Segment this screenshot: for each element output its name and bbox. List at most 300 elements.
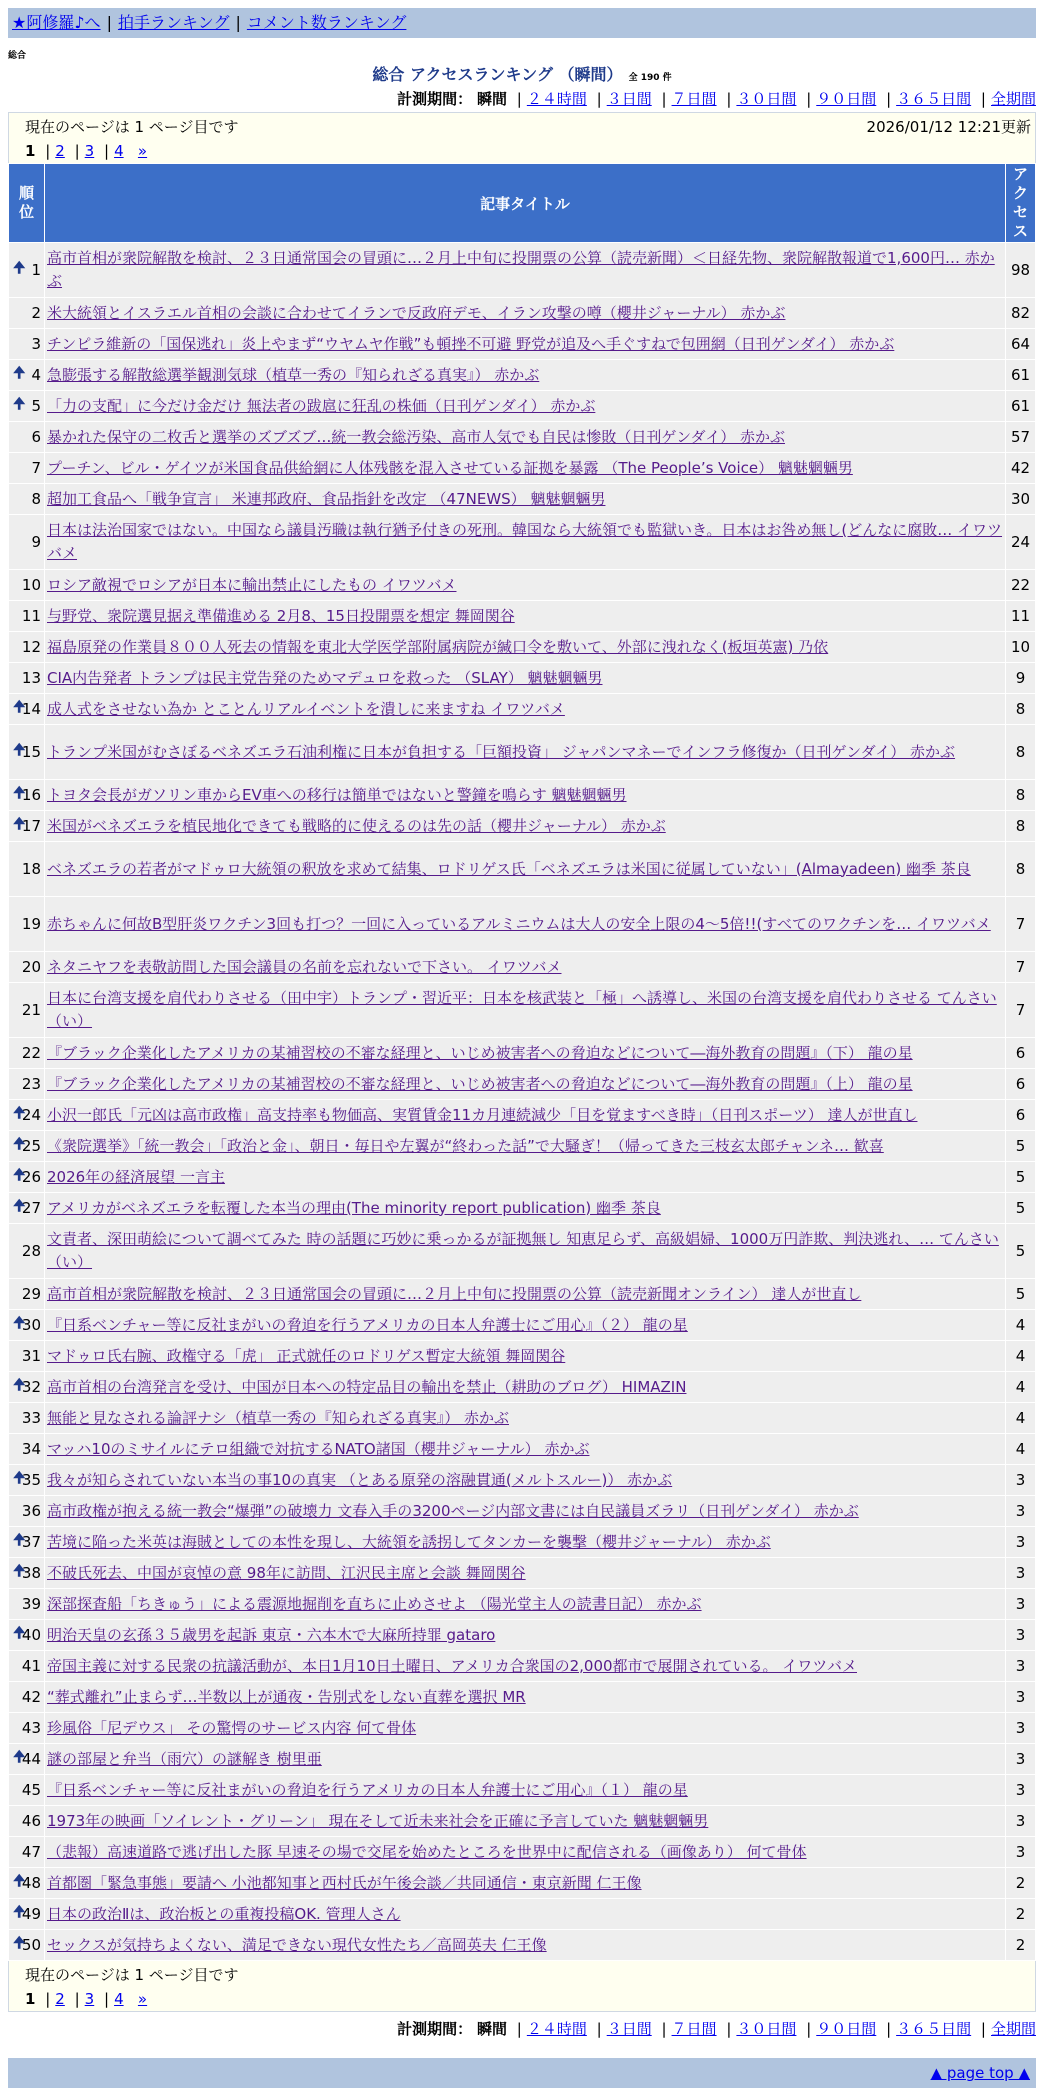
title-cell (45, 360, 1006, 391)
rank-number: 32 (21, 1378, 41, 1396)
access-count: 8 (1006, 842, 1036, 897)
access-count: 5 (1006, 1131, 1036, 1162)
table-row (9, 1038, 1036, 1069)
article-title-link[interactable]: 「力の支配」に今だけ金だけ 無法者の跋扈に狂乱の株価（日刊ゲンダイ） 赤かぶ (47, 396, 596, 415)
access-count: 3 (1006, 1651, 1036, 1682)
article-title-link[interactable]: プーチン、ビル・ゲイツが米国食品供給網に人体残骸を混入させている証拠を暴露 （The People’s Voice） 魑魅魍魎男 (47, 458, 853, 477)
rank-up-arrow-icon: 🠉 (13, 1134, 26, 1153)
rank-number: 48 (21, 1874, 41, 1892)
rank-number: 29 (21, 1285, 41, 1303)
title-header: 記事タイトル (45, 164, 1006, 243)
table-row (9, 1527, 1036, 1558)
title-cell (45, 1868, 1006, 1899)
title-cell (45, 243, 1006, 298)
title-cell (45, 1713, 1006, 1744)
rank-up-arrow-icon: 🠉 (13, 394, 26, 413)
rank-cell (9, 1868, 45, 1899)
table-row (9, 1279, 1036, 1310)
table-row (9, 983, 1036, 1038)
article-title-link[interactable]: 『ブラック企業化したアメリカの某補習校の不審な経理と、いじめ被害者への脅迫などについて―海外教育の問題』（上） 龍の星 (47, 1074, 913, 1093)
rank-up-arrow-icon: 🠉 (13, 740, 26, 759)
title-cell (45, 515, 1006, 570)
rank-cell (9, 842, 45, 897)
access-count: 3 (1006, 1837, 1036, 1868)
article-title-link[interactable]: 高市首相が衆院解散を検討、２３日通常国会の冒頭に…２月上中旬に投開票の公算（読売新聞）＜日経先物、衆院解散報道で1,600円… 赤かぶ (47, 249, 995, 290)
period-all-link[interactable]: 全期間 (990, 90, 1036, 108)
article-title-link[interactable]: 『日系ベンチャー等に反社まがいの脅迫を行うアメリカの日本人弁護士にご用心』（２） 龍の星 (47, 1315, 688, 1334)
period-365d-link[interactable]: ３６５日間 (896, 90, 972, 108)
access-count: 61 (1006, 360, 1036, 391)
rank-cell (9, 1069, 45, 1100)
comment-ranking-link[interactable]: コメント数ランキング (246, 13, 407, 32)
section-tag: 総合 (8, 51, 27, 61)
title-cell (45, 1162, 1006, 1193)
access-count: 8 (1006, 780, 1036, 811)
rank-number: 38 (21, 1564, 41, 1582)
article-title-link[interactable]: 小沢一郎氏「元凶は高市政権」高支持率も物価高、実質賃金11カ月連続減少「目を覚ますべき時」（日刊スポーツ） 達人が世直し (47, 1105, 918, 1124)
rank-up-arrow-icon: 🠉 (13, 1871, 26, 1890)
rank-cell (9, 1131, 45, 1162)
table-row (9, 1837, 1036, 1868)
rank-cell (9, 1682, 45, 1713)
article-title-link[interactable]: セックスが気持ちよくない、満足できない現代女性たち／高岡英夫 仁王像 (47, 1935, 547, 1954)
rank-up-arrow-icon: 🠉 (13, 1103, 26, 1122)
rank-cell (9, 1651, 45, 1682)
period-current: 瞬間 (476, 90, 507, 108)
rank-up-arrow-icon: 🠉 (13, 1561, 26, 1580)
article-title-link[interactable]: 首都圏「緊急事態」要請へ 小池都知事と西村氏が午後会談／共同通信・東京新聞 仁王像 (47, 1873, 642, 1892)
access-count: 3 (1006, 1682, 1036, 1713)
article-title-link[interactable]: トランプ米国がむさぼるベネズエラ石油利権に日本が負担する「巨額投資」 ジャパンマネーでインフラ修復か（日刊ゲンダイ） 赤かぶ (47, 742, 956, 761)
period-all-link-bottom[interactable]: 全期間 (990, 2020, 1036, 2038)
article-title-link[interactable]: 高市首相の台湾発言を受け、中国が日本への特定品目の輸出を禁止（耕助のブログ） HIMAZIN (47, 1377, 687, 1396)
ranking-table (8, 163, 1036, 1961)
rank-number: 22 (21, 1044, 41, 1062)
table-row (9, 1465, 1036, 1496)
rank-up-arrow-icon: 🠉 (13, 1530, 26, 1549)
access-count: 42 (1006, 453, 1036, 484)
period-current-bottom: 瞬間 (476, 2020, 507, 2038)
title-cell (45, 1496, 1006, 1527)
rank-cell (9, 1775, 45, 1806)
access-count: 2 (1006, 1899, 1036, 1930)
table-row (9, 725, 1036, 780)
rank-cell (9, 515, 45, 570)
access-count: 4 (1006, 1341, 1036, 1372)
title-cell (45, 663, 1006, 694)
article-title-link[interactable]: ベネズエラの若者がマドゥロ大統領の釈放を求めて結集、ロドリゲス氏「ベネズエラは米国に従属していない」(Almayadeen) 幽季 茶良 (47, 859, 971, 878)
access-count: 3 (1006, 1806, 1036, 1837)
table-row (9, 694, 1036, 725)
title-cell (45, 298, 1006, 329)
access-count: 10 (1006, 632, 1036, 663)
access-count: 6 (1006, 1038, 1036, 1069)
rank-cell (9, 391, 45, 422)
article-title-link[interactable]: 明治天皇の玄孫３５歳男を起訴 東京・六本木で大麻所持罪 gataro (47, 1625, 496, 1644)
table-row (9, 1868, 1036, 1899)
table-row (9, 1224, 1036, 1279)
access-count: 3 (1006, 1713, 1036, 1744)
rank-number: 40 (21, 1626, 41, 1644)
rank-number: 45 (21, 1781, 41, 1799)
rank-cell (9, 663, 45, 694)
rank-cell (9, 1279, 45, 1310)
article-title-link[interactable]: 成人式をさせない為か とことんリアルイベントを潰しに来ますね イワツバメ (47, 699, 565, 718)
title-cell (45, 484, 1006, 515)
rank-number: 49 (21, 1905, 41, 1923)
rank-cell (9, 1496, 45, 1527)
rank-number: 9 (31, 533, 41, 551)
rank-number: 35 (21, 1471, 41, 1489)
article-title-link[interactable]: 2026年の経済展望 一言主 (47, 1167, 225, 1186)
table-row (9, 1131, 1036, 1162)
period-90d-link[interactable]: ９０日間 (816, 90, 877, 108)
title-cell (45, 1744, 1006, 1775)
table-row (9, 1930, 1036, 1961)
rank-cell (9, 694, 45, 725)
article-title-link[interactable]: 『ブラック企業化したアメリカの某補習校の不審な経理と、いじめ被害者への脅迫などについて―海外教育の問題』（下） 龍の星 (47, 1043, 913, 1062)
table-row (9, 1682, 1036, 1713)
article-title-link[interactable]: 無能と見なされる論評ナシ（植草一秀の『知られざる真実』） 赤かぶ (47, 1408, 509, 1427)
access-count: 3 (1006, 1527, 1036, 1558)
rank-number: 5 (31, 397, 41, 415)
rank-number: 17 (21, 817, 41, 835)
access-count: 3 (1006, 1775, 1036, 1806)
rank-up-arrow-icon: 🠉 (13, 363, 26, 382)
access-count: 64 (1006, 329, 1036, 360)
access-count: 8 (1006, 694, 1036, 725)
title-cell (45, 1100, 1006, 1131)
rank-number: 13 (21, 669, 41, 687)
rank-number: 25 (21, 1137, 41, 1155)
period-90d-link-bottom[interactable]: ９０日間 (816, 2020, 877, 2038)
rank-number: 20 (21, 958, 41, 976)
title-cell (45, 1620, 1006, 1651)
rank-up-arrow-icon: 🠉 (13, 1165, 26, 1184)
table-row (9, 1372, 1036, 1403)
access-count: 5 (1006, 1224, 1036, 1279)
page-current: 1 (25, 142, 36, 160)
page-next-link[interactable]: » (137, 142, 148, 160)
rank-up-arrow-icon: 🠉 (13, 814, 26, 833)
access-count: 3 (1006, 1496, 1036, 1527)
rank-cell (9, 601, 45, 632)
rank-cell (9, 329, 45, 360)
article-title-link[interactable]: 不破氏死去、中国が哀悼の意 98年に訪問、江沢民主席と会談 舞岡関谷 (47, 1563, 526, 1582)
period-30d-link-bottom[interactable]: ３０日間 (736, 2020, 797, 2038)
rank-number: 43 (21, 1719, 41, 1737)
article-title-link[interactable]: 与野党、衆院選見据え準備進める 2月8、15日投開票を想定 舞岡関谷 (47, 606, 515, 625)
title-cell (45, 952, 1006, 983)
table-row (9, 1434, 1036, 1465)
title-cell (45, 811, 1006, 842)
table-row (9, 1806, 1036, 1837)
title-cell (45, 1279, 1006, 1310)
period-3d-link-bottom[interactable]: ３日間 (606, 2020, 652, 2038)
page-top-link[interactable]: ▲ page top ▲ (930, 2064, 1030, 2082)
clap-ranking-link[interactable]: 拍手ランキング (117, 13, 230, 32)
rank-cell (9, 1372, 45, 1403)
access-count: 98 (1006, 243, 1036, 298)
access-count: 8 (1006, 811, 1036, 842)
article-title-link[interactable]: 急膨張する解散総選挙観測気球（植草一秀の『知られざる真実』） 赤かぶ (47, 365, 540, 384)
title-cell (45, 1193, 1006, 1224)
period-label: 計測期間： (397, 90, 473, 108)
rank-number: 37 (21, 1533, 41, 1551)
total-count: 全 190 件 (628, 73, 672, 83)
rank-number: 19 (21, 915, 41, 933)
article-title-link[interactable]: 『日系ベンチャー等に反社まがいの脅迫を行うアメリカの日本人弁護士にご用心』（１） 龍の星 (47, 1780, 688, 1799)
rank-cell (9, 897, 45, 952)
title-cell (45, 897, 1006, 952)
rank-up-arrow-icon: 🠉 (13, 1313, 26, 1332)
article-title-link[interactable]: トヨタ会長がガソリン車からEV車への移行は簡単ではないと警鐘を鳴らす 魑魅魍魎男 (47, 785, 627, 804)
pagination: 1 | 2 | 3 | 4 » (25, 142, 148, 160)
article-title-link[interactable]: 珍風俗「尼デウス」 その驚愕のサービス内容 何て骨体 (47, 1718, 417, 1737)
rank-number: 39 (21, 1595, 41, 1613)
access-count: 6 (1006, 1069, 1036, 1100)
rank-number: 41 (21, 1657, 41, 1675)
rank-cell (9, 570, 45, 601)
footer-bar (8, 2058, 1036, 2088)
rank-cell (9, 725, 45, 780)
article-title-link[interactable]: 福島原発の作業員８００人死去の情報を東北大学医学部附属病院が緘口令を敷いて、外部に洩れなく(板垣英憲) 乃依 (47, 637, 829, 656)
table-row (9, 1899, 1036, 1930)
article-title-link[interactable]: マッハ10のミサイルにテロ組織で対抗するNATO諸国（櫻井ジャーナル） 赤かぶ (47, 1439, 590, 1458)
period-3d-link[interactable]: ３日間 (606, 90, 652, 108)
rank-number: 26 (21, 1168, 41, 1186)
period-24h-link-bottom[interactable]: ２４時間 (526, 2020, 587, 2038)
rank-cell (9, 1527, 45, 1558)
rank-cell (9, 1899, 45, 1930)
access-count: 4 (1006, 1403, 1036, 1434)
period-7d-link[interactable]: ７日間 (671, 90, 717, 108)
rank-number: 8 (31, 490, 41, 508)
title-cell (45, 1403, 1006, 1434)
rank-header: 順位 (9, 164, 45, 243)
current-page-text: 現在のページは 1 ページ目です (25, 118, 239, 136)
table-row (9, 1100, 1036, 1131)
pagination-bottom: 1 | 2 | 3 | 4 » (25, 1990, 148, 2008)
article-title-link[interactable]: ロシア敵視でロシアが日本に輸出禁止にしたもの イワツバメ (47, 575, 457, 594)
rank-number: 15 (21, 743, 41, 761)
period-label-bottom: 計測期間： (397, 2020, 473, 2038)
page-link-4-bottom[interactable]: 4 (114, 1990, 124, 2008)
rank-number: 12 (21, 638, 41, 656)
period-selector-bottom: 計測期間： 瞬間 | ２４時間 | ３日間 | ７日間 | ３０日間 | ９０日間 | ３６５日間 | 全期間 (397, 2020, 1036, 2038)
rank-up-arrow-icon: 🠉 (13, 1933, 26, 1952)
access-count: 82 (1006, 298, 1036, 329)
page-next-link-bottom[interactable]: » (137, 1990, 148, 2008)
article-title-link[interactable]: 日本は法治国家ではない。中国なら議員汚職は執行猶予付きの死刑。韓国なら大統領でも監獄いき。日本はお咎め無し(どんなに腐敗… イワツバメ (47, 521, 1003, 562)
period-365d-link-bottom[interactable]: ３６５日間 (896, 2020, 972, 2038)
table-row (9, 360, 1036, 391)
article-title-link[interactable]: 超加工食品へ「戦争宣言」 米連邦政府、食品指針を改定 （47NEWS） 魑魅魍魎男 (47, 489, 606, 508)
rank-cell (9, 1620, 45, 1651)
article-title-link[interactable]: 米大統領とイスラエル首相の会談に合わせてイランで反政府デモ、イラン攻撃の噂（櫻井ジャーナル） 赤かぶ (47, 303, 786, 322)
table-row (9, 1713, 1036, 1744)
rank-cell (9, 1310, 45, 1341)
title-cell (45, 1527, 1006, 1558)
access-count: 61 (1006, 391, 1036, 422)
rank-number: 6 (31, 428, 41, 446)
rank-cell (9, 1403, 45, 1434)
page-current-bottom: 1 (25, 1990, 36, 2008)
title-cell (45, 1434, 1006, 1465)
page-link-4[interactable]: 4 (114, 142, 124, 160)
table-row (9, 422, 1036, 453)
rank-cell (9, 632, 45, 663)
table-row (9, 811, 1036, 842)
rank-up-arrow-icon: 🠉 (13, 1747, 26, 1766)
title-cell (45, 1899, 1006, 1930)
rank-cell (9, 1713, 45, 1744)
article-title-link[interactable]: 米国がベネズエラを植民地化できても戦略的に使えるのは先の話（櫻井ジャーナル） 赤かぶ (47, 816, 666, 835)
table-row (9, 298, 1036, 329)
page-title-text: 総合 アクセスランキング （瞬間） (372, 65, 623, 84)
rank-cell (9, 1930, 45, 1961)
article-title-link[interactable]: アメリカがベネズエラを転覆した本当の理由(The minority report publication) 幽季 茶良 (47, 1198, 661, 1217)
table-row (9, 391, 1036, 422)
rank-up-arrow-icon: 🠉 (13, 258, 26, 277)
rank-number: 18 (21, 860, 41, 878)
table-row (9, 842, 1036, 897)
rank-number: 7 (31, 459, 41, 477)
rank-up-arrow-icon: 🠉 (13, 1623, 26, 1642)
table-row (9, 1651, 1036, 1682)
rank-cell (9, 1558, 45, 1589)
rank-number: 3 (31, 335, 41, 353)
title-cell (45, 329, 1006, 360)
rank-number: 14 (21, 700, 41, 718)
title-cell (45, 1651, 1006, 1682)
table-row (9, 453, 1036, 484)
article-title-link[interactable]: （悲報）高速道路で逃げ出した豚 早速その場で交尾を始めたところを世界中に配信される（画像あり） 何て骨体 (47, 1842, 807, 1861)
rank-cell (9, 1193, 45, 1224)
access-count: 5 (1006, 1162, 1036, 1193)
rank-number: 16 (21, 786, 41, 804)
table-row (9, 601, 1036, 632)
article-title-link[interactable]: 暴かれた保守の二枚舌と選挙のズブズブ…統一教会総汚染、高市人気でも自民は惨敗（日刊ゲンダイ） 赤かぶ (47, 427, 785, 446)
access-count: 57 (1006, 422, 1036, 453)
article-title-link[interactable]: 高市政権が抱える統一教会“爆弾”の破壊力 文春入手の3200ページ内部文書には自民議員ズラリ（日刊ゲンダイ） 赤かぶ (47, 1501, 859, 1520)
rank-number: 33 (21, 1409, 41, 1427)
rank-cell (9, 1744, 45, 1775)
page-link-3[interactable]: 3 (84, 142, 95, 160)
article-title-link[interactable]: 謎の部屋と弁当（雨穴）の謎解き 樹里亜 (47, 1749, 322, 1768)
article-title-link[interactable]: 1973年の映画「ソイレント・グリーン」 現在そして近未来社会を正確に予言していた 魑魅魍魎男 (47, 1811, 709, 1830)
current-page-text-bottom: 現在のページは 1 ページ目です (25, 1966, 239, 1984)
page-link-3-bottom[interactable]: 3 (84, 1990, 95, 2008)
access-count: 5 (1006, 1279, 1036, 1310)
article-title-link[interactable]: チンピラ維新の「国保逃れ」炎上やまず“ウヤムヤ作戦”も頓挫不可避 野党が追及へ手ぐすねで包囲網（日刊ゲンダイ） 赤かぶ (47, 334, 895, 353)
article-title-link[interactable]: 文責者、深田萌絵について調べてみた 時の話題に巧妙に乗っかるが証拠無し 知恵足らず、高級娼婦、1000万円詐欺、判決逃れ、… てんさい（い） (47, 1230, 999, 1271)
article-title-link[interactable]: ネタニヤフを表敬訪問した国会議員の名前を忘れないで下さい。 イワツバメ (47, 957, 562, 976)
table-row (9, 329, 1036, 360)
table-row (9, 663, 1036, 694)
rank-number: 10 (21, 576, 41, 594)
table-row (9, 780, 1036, 811)
article-title-link[interactable]: 赤ちゃんに何故B型肝炎ワクチン3回も打つ？一回に入っているアルミニウムは大人の安全上限の4～5倍!!(すべてのワクチンを… イワツバメ (47, 914, 991, 933)
title-cell (45, 725, 1006, 780)
rank-number: 23 (21, 1075, 41, 1093)
rank-cell (9, 1341, 45, 1372)
article-title-link[interactable]: 我々が知らされていない本当の事10の真実 （とある原発の溶融貫通(メルトスルー)） 赤かぶ (47, 1470, 673, 1489)
home-link[interactable]: ★阿修羅♪へ (12, 13, 101, 32)
table-row (9, 1589, 1036, 1620)
title-cell (45, 842, 1006, 897)
rank-number: 30 (21, 1316, 41, 1334)
table-row (9, 1620, 1036, 1651)
rank-number: 46 (21, 1812, 41, 1830)
title-cell (45, 1069, 1006, 1100)
rank-cell (9, 453, 45, 484)
article-title-link[interactable]: マドゥロ氏右腕、政権守る「虎」 正式就任のロドリゲス暫定大統領 舞岡関谷 (47, 1346, 566, 1365)
rank-cell (9, 983, 45, 1038)
period-7d-link-bottom[interactable]: ７日間 (671, 2020, 717, 2038)
access-count: 4 (1006, 1310, 1036, 1341)
access-header: アクセス (1006, 164, 1036, 243)
article-title-link[interactable]: 日本に台湾支援を肩代わりさせる（田中宇）トランプ・習近平：日本を核武装と「極」へ誘導し、米国の台湾支援を肩代わりさせる てんさい（い） (47, 989, 997, 1030)
access-count: 11 (1006, 601, 1036, 632)
article-title-link[interactable]: 日本の政治Ⅱは、政治板との重複投稿OK. 管理人さん (47, 1904, 401, 1923)
article-title-link[interactable]: 深部探査船「ちきゅう」による震源地掘削を直ちに止めさせよ （陽光堂主人の読書日記） 赤かぶ (47, 1594, 702, 1613)
rank-cell (9, 1162, 45, 1193)
access-count: 4 (1006, 1372, 1036, 1403)
access-count: 22 (1006, 570, 1036, 601)
table-row (9, 897, 1036, 952)
title-cell (45, 1372, 1006, 1403)
access-count: 2 (1006, 1930, 1036, 1961)
article-title-link[interactable]: 苦境に陥った米英は海賊としての本性を現し、大統領を誘拐してタンカーを襲撃（櫻井ジャーナル） 赤かぶ (47, 1532, 771, 1551)
period-24h-link[interactable]: ２４時間 (526, 90, 587, 108)
access-count: 4 (1006, 1434, 1036, 1465)
rank-cell (9, 1589, 45, 1620)
article-title-link[interactable]: 帝国主義に対する民衆の抗議活動が、本日1月10日土曜日、アメリカ合衆国の2,000都市で展開されている。 イワツバメ (47, 1656, 857, 1675)
access-count: 30 (1006, 484, 1036, 515)
title-cell (45, 1038, 1006, 1069)
table-row (9, 1193, 1036, 1224)
rank-number: 50 (21, 1936, 41, 1954)
article-title-link[interactable]: 高市首相が衆院解散を検討、２３日通常国会の冒頭に…２月上中旬に投開票の公算（読売新聞オンライン） 達人が世直し (47, 1284, 862, 1303)
access-count: 7 (1006, 897, 1036, 952)
title-cell (45, 570, 1006, 601)
title-cell (45, 1341, 1006, 1372)
rank-number: 28 (21, 1242, 41, 1260)
updated-time: 2026/01/12 12:21更新 (866, 118, 1031, 136)
article-title-link[interactable]: “葬式離れ”止まらず…半数以上が通夜・告別式をしない直葬を選択 MR (47, 1687, 526, 1706)
title-cell (45, 983, 1006, 1038)
title-cell (45, 1806, 1006, 1837)
title-cell (45, 1837, 1006, 1868)
access-count: 3 (1006, 1465, 1036, 1496)
article-title-link[interactable]: CIA内告発者 トランプは民主党告発のためマデュロを救った （SLAY） 魑魅魍魎男 (47, 668, 603, 687)
rank-cell (9, 1465, 45, 1496)
access-count: 9 (1006, 663, 1036, 694)
title-cell (45, 1589, 1006, 1620)
rank-cell (9, 243, 45, 298)
table-row (9, 1310, 1036, 1341)
rank-number: 36 (21, 1502, 41, 1520)
period-30d-link[interactable]: ３０日間 (736, 90, 797, 108)
table-row (9, 1744, 1036, 1775)
article-title-link[interactable]: 《衆院選挙》「統一教会」「政治と金」、朝日・毎日や左翼が“終わった話”で大騒ぎ！（帰ってきた三枝玄太郎チャンネ… 歓喜 (47, 1136, 884, 1155)
title-cell (45, 1465, 1006, 1496)
page-link-2-bottom[interactable]: 2 (55, 1990, 65, 2008)
page-link-2[interactable]: 2 (55, 142, 65, 160)
access-count: 3 (1006, 1744, 1036, 1775)
table-row (9, 1775, 1036, 1806)
